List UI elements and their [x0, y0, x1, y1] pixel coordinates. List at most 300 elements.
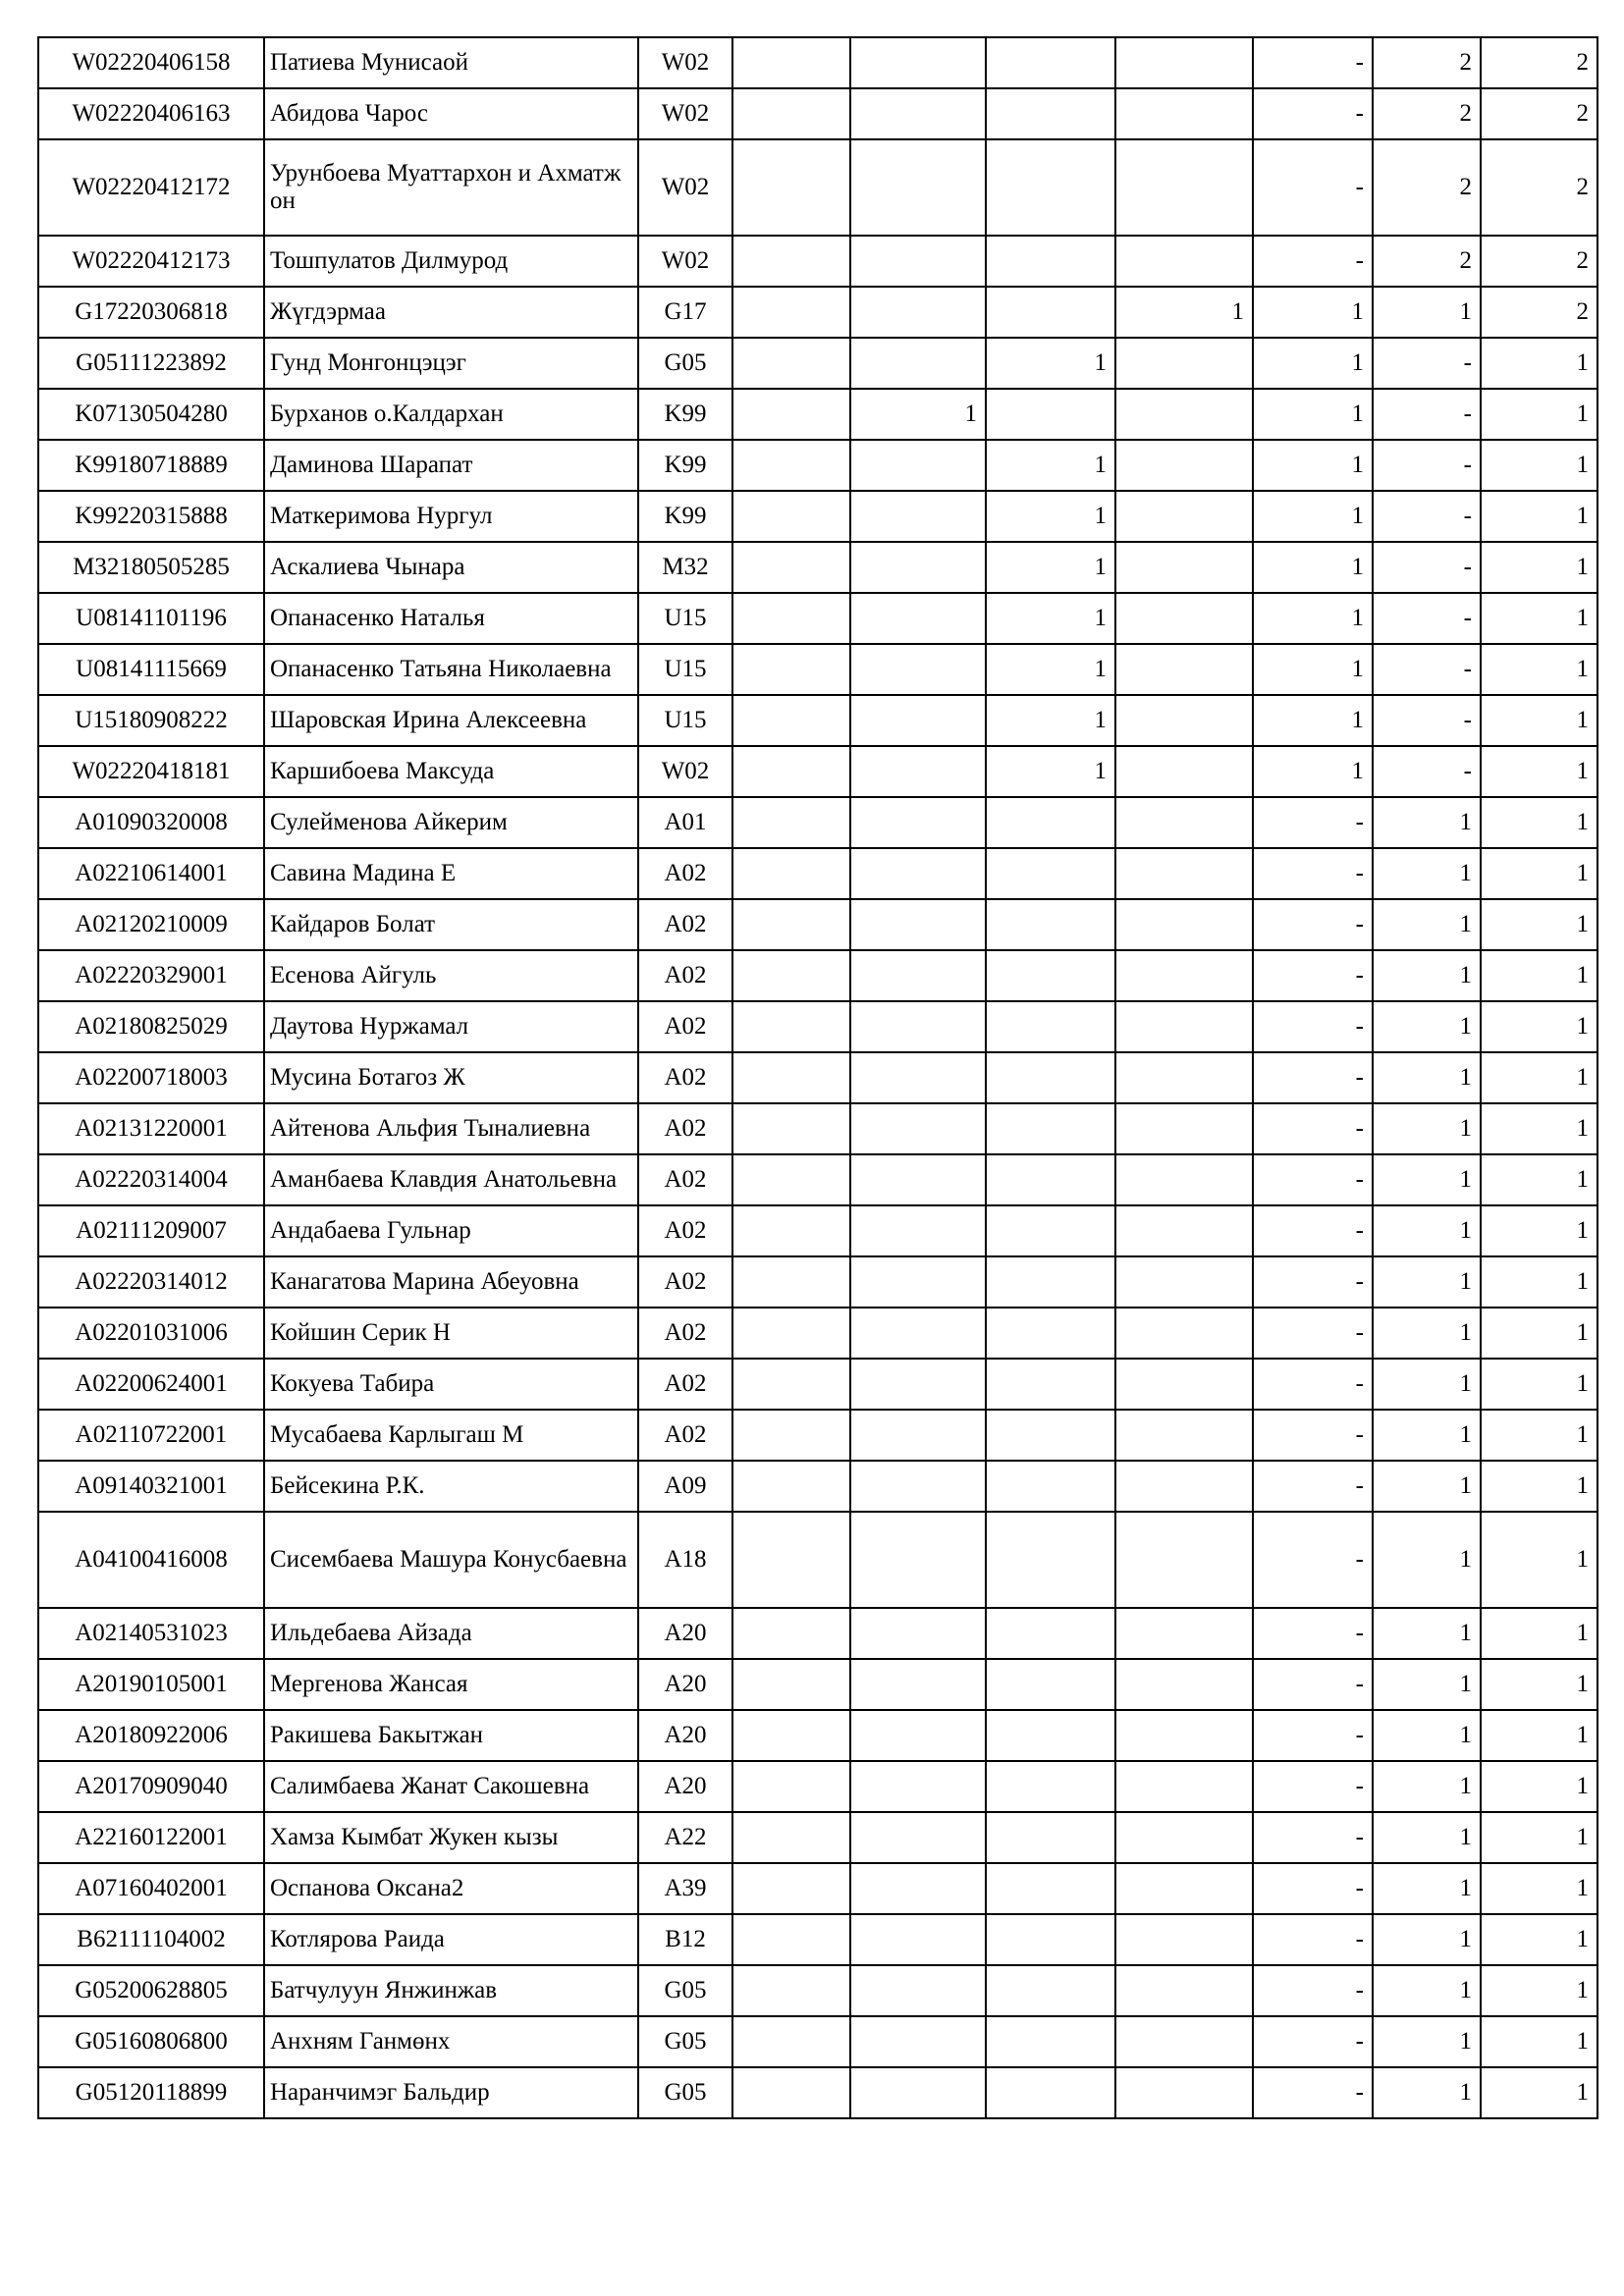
- count-col-6: -: [1463, 605, 1472, 631]
- count-col-4: 1: [1231, 298, 1244, 325]
- count-col-5: -: [1355, 1472, 1364, 1499]
- count-col-5: 1: [1351, 554, 1364, 580]
- total-col-cell: [1481, 1608, 1597, 1659]
- count-col-5: 1: [1351, 400, 1364, 427]
- total-col: 1: [1576, 605, 1589, 631]
- count-col-5: -: [1355, 1926, 1364, 1952]
- count-col-1-cell: [732, 593, 850, 644]
- total-col: 1: [1576, 911, 1589, 937]
- count-col-5: -: [1355, 1268, 1364, 1295]
- person-name-cell: [264, 1608, 638, 1659]
- count-col-4-cell: [1115, 389, 1253, 440]
- group-code: W02: [661, 100, 710, 127]
- person-name-cell: [264, 1710, 638, 1761]
- total-col: 1: [1576, 1926, 1589, 1952]
- count-col-5: -: [1355, 174, 1364, 200]
- count-col-5: -: [1355, 1875, 1364, 1901]
- group-code: A02: [664, 1421, 707, 1448]
- total-col-cell: [1481, 1410, 1597, 1461]
- count-col-6-cell: [1373, 88, 1481, 139]
- count-col-3-cell: [986, 542, 1115, 593]
- count-col-6: 1: [1459, 1671, 1472, 1697]
- count-col-6: 1: [1459, 1472, 1472, 1499]
- count-col-1-cell: [732, 1608, 850, 1659]
- person-name-cell: [264, 139, 638, 236]
- person-name: Есенова Айгуль: [270, 962, 437, 988]
- count-col-2-cell: [850, 1761, 986, 1812]
- total-col-cell: [1481, 1154, 1597, 1205]
- count-col-6: 1: [1459, 1268, 1472, 1295]
- person-name: Хамза Кымбат Жукен кызы: [270, 1824, 559, 1850]
- count-col-6-cell: [1373, 2016, 1481, 2067]
- count-col-5: 1: [1351, 656, 1364, 682]
- total-col-cell: [1481, 950, 1597, 1001]
- count-col-1-cell: [732, 1659, 850, 1710]
- count-col-6-cell: [1373, 1410, 1481, 1461]
- group-code: U15: [664, 656, 707, 682]
- count-col-5: -: [1355, 1977, 1364, 2003]
- count-col-2-cell: [850, 1863, 986, 1914]
- person-name-cell: [264, 1659, 638, 1710]
- total-col-cell: [1481, 236, 1597, 287]
- count-col-1-cell: [732, 440, 850, 491]
- count-col-3: 1: [1094, 707, 1107, 733]
- record-id-cell: [38, 950, 264, 1001]
- record-id-cell: [38, 88, 264, 139]
- count-col-2-cell: [850, 236, 986, 287]
- count-col-3-cell: [986, 1052, 1115, 1103]
- count-col-1-cell: [732, 338, 850, 389]
- count-col-1-cell: [732, 797, 850, 848]
- count-col-4-cell: [1115, 338, 1253, 389]
- count-col-2-cell: [850, 2067, 986, 2118]
- count-col-6: 2: [1459, 247, 1472, 274]
- total-col: 1: [1576, 962, 1589, 988]
- count-col-2-cell: [850, 287, 986, 338]
- record-id: A20170909040: [75, 1773, 228, 1799]
- group-code-cell: [638, 1256, 732, 1308]
- total-col: 1: [1576, 1875, 1589, 1901]
- record-id: K99220315888: [75, 503, 228, 529]
- record-id-cell: [38, 389, 264, 440]
- group-code: G05: [664, 349, 707, 376]
- count-col-3-cell: [986, 1710, 1115, 1761]
- count-col-6-cell: [1373, 644, 1481, 695]
- person-name-cell: [264, 593, 638, 644]
- person-name: Гунд Монгонцэцэг: [270, 349, 466, 376]
- count-col-3-cell: [986, 1812, 1115, 1863]
- group-code-cell: [638, 2067, 732, 2118]
- count-col-4-cell: [1115, 1965, 1253, 2016]
- group-code: K99: [664, 503, 707, 529]
- person-name-cell: [264, 88, 638, 139]
- person-name: Ракишева Бакытжан: [270, 1722, 484, 1748]
- group-code-cell: [638, 1965, 732, 2016]
- total-col: 1: [1576, 758, 1589, 784]
- count-col-6: 1: [1459, 1773, 1472, 1799]
- count-col-6-cell: [1373, 1308, 1481, 1359]
- total-col-cell: [1481, 37, 1597, 88]
- count-col-1-cell: [732, 37, 850, 88]
- count-col-5: 1: [1351, 452, 1364, 478]
- count-col-6: -: [1463, 503, 1472, 529]
- count-col-1-cell: [732, 950, 850, 1001]
- count-col-3-cell: [986, 1410, 1115, 1461]
- count-col-1-cell: [732, 1103, 850, 1154]
- count-col-5: -: [1355, 1217, 1364, 1244]
- table-row: [38, 695, 1597, 746]
- record-id: G05200628805: [75, 1977, 228, 2003]
- count-col-3-cell: [986, 644, 1115, 695]
- table-row: [38, 1710, 1597, 1761]
- record-id-cell: [38, 1308, 264, 1359]
- count-col-5-cell: [1253, 2067, 1373, 2118]
- count-col-1-cell: [732, 1001, 850, 1052]
- record-id-cell: [38, 695, 264, 746]
- table-row: [38, 2016, 1597, 2067]
- total-col-cell: [1481, 695, 1597, 746]
- table-row: [38, 1154, 1597, 1205]
- person-name-cell: [264, 1410, 638, 1461]
- total-col-cell: [1481, 1761, 1597, 1812]
- count-col-5-cell: [1253, 1205, 1373, 1256]
- count-col-3-cell: [986, 338, 1115, 389]
- count-col-3-cell: [986, 1659, 1115, 1710]
- count-col-2-cell: [850, 1914, 986, 1965]
- count-col-2-cell: [850, 746, 986, 797]
- count-col-5: -: [1355, 1013, 1364, 1040]
- count-col-6: 1: [1459, 1824, 1472, 1850]
- total-col-cell: [1481, 389, 1597, 440]
- total-col: 1: [1576, 1722, 1589, 1748]
- record-id-cell: [38, 797, 264, 848]
- count-col-6-cell: [1373, 389, 1481, 440]
- person-name: Оспанова Оксана2: [270, 1875, 464, 1901]
- record-id-cell: [38, 1205, 264, 1256]
- person-name: Урунбоева Муаттархон и Ахматжон: [270, 160, 622, 214]
- total-col-cell: [1481, 746, 1597, 797]
- group-code: A02: [664, 1217, 707, 1244]
- count-col-3-cell: [986, 695, 1115, 746]
- record-id-cell: [38, 1812, 264, 1863]
- person-name: Патиева Мунисаой: [270, 49, 468, 76]
- table-row: [38, 1965, 1597, 2016]
- count-col-1-cell: [732, 491, 850, 542]
- count-col-3-cell: [986, 1001, 1115, 1052]
- group-code-cell: [638, 491, 732, 542]
- count-col-1-cell: [732, 2016, 850, 2067]
- table-row: [38, 287, 1597, 338]
- person-name-cell: [264, 797, 638, 848]
- count-col-2-cell: [850, 644, 986, 695]
- count-col-6-cell: [1373, 1863, 1481, 1914]
- count-col-4-cell: [1115, 37, 1253, 88]
- total-col-cell: [1481, 848, 1597, 899]
- count-col-5: 1: [1351, 758, 1364, 784]
- group-code-cell: [638, 88, 732, 139]
- total-col: 1: [1576, 400, 1589, 427]
- record-id-cell: [38, 1761, 264, 1812]
- total-col: 2: [1576, 174, 1589, 200]
- count-col-5: -: [1355, 2028, 1364, 2055]
- person-name-cell: [264, 644, 638, 695]
- table-row: [38, 491, 1597, 542]
- count-col-4-cell: [1115, 491, 1253, 542]
- count-col-4-cell: [1115, 1914, 1253, 1965]
- count-col-6-cell: [1373, 236, 1481, 287]
- group-code-cell: [638, 899, 732, 950]
- table-row: [38, 236, 1597, 287]
- count-col-6: 1: [1459, 1064, 1472, 1091]
- record-id-cell: [38, 2067, 264, 2118]
- count-col-3-cell: [986, 88, 1115, 139]
- table-row: [38, 2067, 1597, 2118]
- person-name-cell: [264, 2016, 638, 2067]
- count-col-6: 1: [1459, 1620, 1472, 1646]
- group-code-cell: [638, 593, 732, 644]
- count-col-2-cell: [850, 1308, 986, 1359]
- count-col-5-cell: [1253, 338, 1373, 389]
- record-id-cell: [38, 1052, 264, 1103]
- count-col-6-cell: [1373, 1461, 1481, 1512]
- count-col-2-cell: [850, 1052, 986, 1103]
- count-col-2-cell: [850, 1710, 986, 1761]
- count-col-2-cell: [850, 1256, 986, 1308]
- count-col-2: 1: [964, 400, 977, 427]
- count-col-5: -: [1355, 1166, 1364, 1193]
- total-col-cell: [1481, 2067, 1597, 2118]
- record-id: A02200624001: [75, 1370, 228, 1397]
- count-col-3-cell: [986, 899, 1115, 950]
- count-col-3-cell: [986, 1359, 1115, 1410]
- count-col-1-cell: [732, 1914, 850, 1965]
- record-id-cell: [38, 2016, 264, 2067]
- total-col-cell: [1481, 338, 1597, 389]
- count-col-2-cell: [850, 695, 986, 746]
- person-name: Батчулуун Янжинжав: [270, 1977, 498, 2003]
- count-col-6: -: [1463, 656, 1472, 682]
- count-col-6: 1: [1459, 1217, 1472, 1244]
- group-code-cell: [638, 1308, 732, 1359]
- count-col-4-cell: [1115, 1659, 1253, 1710]
- count-col-2-cell: [850, 1103, 986, 1154]
- total-col: 1: [1576, 1013, 1589, 1040]
- count-col-2-cell: [850, 1812, 986, 1863]
- total-col-cell: [1481, 542, 1597, 593]
- count-col-4-cell: [1115, 899, 1253, 950]
- group-code-cell: [638, 1205, 732, 1256]
- total-col: 1: [1576, 452, 1589, 478]
- count-col-5-cell: [1253, 1965, 1373, 2016]
- group-code: G05: [664, 1977, 707, 2003]
- record-id-cell: [38, 1710, 264, 1761]
- count-col-2-cell: [850, 2016, 986, 2067]
- record-id-cell: [38, 1001, 264, 1052]
- person-name-cell: [264, 1205, 638, 1256]
- count-col-5-cell: [1253, 1052, 1373, 1103]
- person-name: Койшин Серик Н: [270, 1319, 451, 1346]
- record-id: A02111209007: [76, 1217, 227, 1244]
- table-row: [38, 1205, 1597, 1256]
- table-row: [38, 440, 1597, 491]
- record-id: A22160122001: [75, 1824, 228, 1850]
- group-code-cell: [638, 1608, 732, 1659]
- total-col: 1: [1576, 1472, 1589, 1499]
- count-col-3: 1: [1094, 503, 1107, 529]
- count-col-3-cell: [986, 491, 1115, 542]
- count-col-6: 1: [1459, 860, 1472, 886]
- person-name: Андабаева Гульнар: [270, 1217, 471, 1244]
- count-col-2-cell: [850, 1359, 986, 1410]
- count-col-5: -: [1355, 1722, 1364, 1748]
- count-col-6-cell: [1373, 2067, 1481, 2118]
- count-col-6-cell: [1373, 542, 1481, 593]
- count-col-6: 1: [1459, 2028, 1472, 2055]
- count-col-6: 1: [1459, 1370, 1472, 1397]
- record-id-cell: [38, 899, 264, 950]
- count-col-3-cell: [986, 440, 1115, 491]
- total-col: 1: [1576, 554, 1589, 580]
- record-id: G05120118899: [75, 2079, 228, 2106]
- count-col-5-cell: [1253, 1608, 1373, 1659]
- count-col-1-cell: [732, 1052, 850, 1103]
- count-col-5-cell: [1253, 950, 1373, 1001]
- count-col-6: 1: [1459, 962, 1472, 988]
- table-row: [38, 542, 1597, 593]
- group-code: A20: [664, 1671, 707, 1697]
- total-col: 1: [1576, 2028, 1589, 2055]
- count-col-4-cell: [1115, 746, 1253, 797]
- person-name: Мергенова Жансая: [270, 1671, 468, 1697]
- total-col-cell: [1481, 1256, 1597, 1308]
- count-col-6-cell: [1373, 139, 1481, 236]
- count-col-1-cell: [732, 1410, 850, 1461]
- count-col-2-cell: [850, 848, 986, 899]
- group-code: A02: [664, 1064, 707, 1091]
- total-col: 1: [1576, 349, 1589, 376]
- record-id-cell: [38, 1359, 264, 1410]
- person-name: Абидова Чарос: [270, 100, 428, 127]
- person-name: Кокуева Табира: [270, 1370, 435, 1397]
- person-name: Опанасенко Наталья: [270, 605, 485, 631]
- count-col-2-cell: [850, 88, 986, 139]
- count-col-5-cell: [1253, 797, 1373, 848]
- group-code-cell: [638, 1461, 732, 1512]
- count-col-4-cell: [1115, 1410, 1253, 1461]
- count-col-6: -: [1463, 349, 1472, 376]
- table-row: [38, 1761, 1597, 1812]
- count-col-3-cell: [986, 950, 1115, 1001]
- count-col-2-cell: [850, 37, 986, 88]
- table-row: [38, 1001, 1597, 1052]
- person-name-cell: [264, 1052, 638, 1103]
- total-col: 1: [1576, 1166, 1589, 1193]
- count-col-4-cell: [1115, 1205, 1253, 1256]
- count-col-3-cell: [986, 1608, 1115, 1659]
- person-name-cell: [264, 338, 638, 389]
- record-id: A02120210009: [75, 911, 228, 937]
- group-code: U15: [664, 707, 707, 733]
- count-col-4-cell: [1115, 139, 1253, 236]
- record-id: A02220314012: [75, 1268, 228, 1295]
- count-col-5: -: [1355, 1064, 1364, 1091]
- count-col-4-cell: [1115, 1608, 1253, 1659]
- record-id: B62111104002: [77, 1926, 226, 1952]
- count-col-2-cell: [850, 1205, 986, 1256]
- group-code-cell: [638, 746, 732, 797]
- table-row: [38, 797, 1597, 848]
- person-name-cell: [264, 1308, 638, 1359]
- group-code: K99: [664, 452, 707, 478]
- count-col-3-cell: [986, 746, 1115, 797]
- group-code: W02: [661, 49, 710, 76]
- count-col-5-cell: [1253, 1308, 1373, 1359]
- group-code: G05: [664, 2079, 707, 2106]
- record-id: W02220418181: [72, 758, 231, 784]
- group-code: G17: [664, 298, 707, 325]
- total-col-cell: [1481, 593, 1597, 644]
- count-col-5: 1: [1351, 298, 1364, 325]
- count-col-5-cell: [1253, 746, 1373, 797]
- count-col-5-cell: [1253, 287, 1373, 338]
- count-col-1-cell: [732, 1761, 850, 1812]
- count-col-5-cell: [1253, 1103, 1373, 1154]
- person-name: Даутова Нуржамал: [270, 1013, 469, 1040]
- record-id-cell: [38, 37, 264, 88]
- total-col: 1: [1576, 860, 1589, 886]
- count-col-6-cell: [1373, 1256, 1481, 1308]
- count-col-1-cell: [732, 848, 850, 899]
- count-col-4-cell: [1115, 1154, 1253, 1205]
- record-id-cell: [38, 1410, 264, 1461]
- count-col-6-cell: [1373, 1001, 1481, 1052]
- group-code: A02: [664, 1268, 707, 1295]
- person-name: Анхням Ганмөнх: [270, 2028, 451, 2055]
- count-col-2-cell: [850, 1965, 986, 2016]
- count-col-6-cell: [1373, 1965, 1481, 2016]
- count-col-5: -: [1355, 100, 1364, 127]
- count-col-4-cell: [1115, 2016, 1253, 2067]
- total-col-cell: [1481, 899, 1597, 950]
- group-code-cell: [638, 695, 732, 746]
- person-name: Наранчимэг Бальдир: [270, 2079, 490, 2106]
- total-col-cell: [1481, 1359, 1597, 1410]
- record-id: W02220406158: [72, 49, 231, 76]
- count-col-6-cell: [1373, 1512, 1481, 1608]
- count-col-6-cell: [1373, 1710, 1481, 1761]
- count-col-5: -: [1355, 1115, 1364, 1142]
- count-col-5: -: [1355, 1773, 1364, 1799]
- group-code-cell: [638, 1914, 732, 1965]
- person-name: Айтенова Альфия Тыналиевна: [270, 1115, 591, 1142]
- total-col: 1: [1576, 1370, 1589, 1397]
- total-col: 2: [1576, 100, 1589, 127]
- count-col-4-cell: [1115, 1001, 1253, 1052]
- table-row: [38, 88, 1597, 139]
- count-col-6-cell: [1373, 593, 1481, 644]
- count-col-3-cell: [986, 1256, 1115, 1308]
- count-col-3-cell: [986, 1761, 1115, 1812]
- count-col-4-cell: [1115, 2067, 1253, 2118]
- group-code: W02: [661, 174, 710, 200]
- count-col-6: 2: [1459, 174, 1472, 200]
- count-col-2-cell: [850, 491, 986, 542]
- count-col-6: 1: [1459, 1421, 1472, 1448]
- record-id-cell: [38, 236, 264, 287]
- person-name: Тошпулатов Дилмурод: [270, 247, 509, 274]
- person-name: Салимбаева Жанат Сакошевна: [270, 1773, 590, 1799]
- count-col-5: -: [1355, 962, 1364, 988]
